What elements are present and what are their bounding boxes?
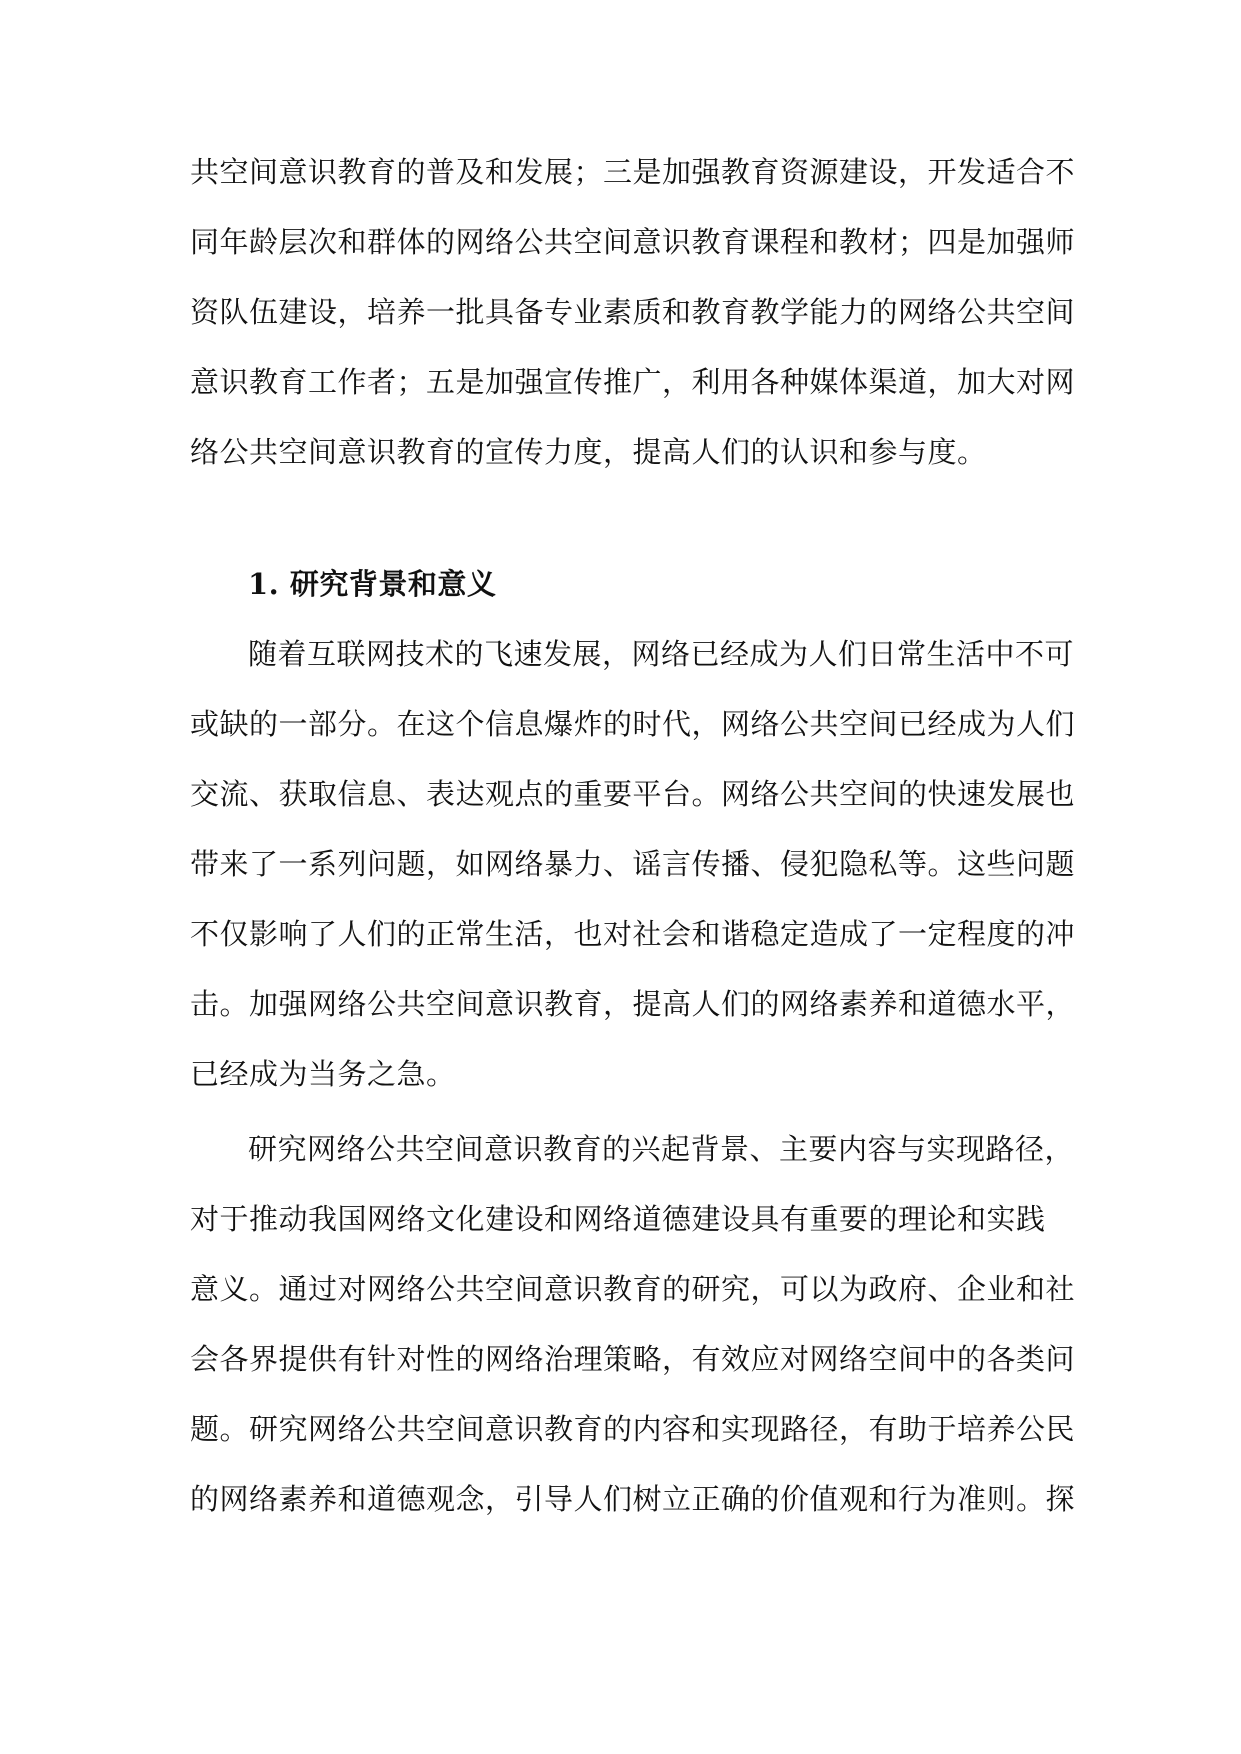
paragraph-significance bbox=[190, 1114, 1076, 1534]
paragraph-line: 题。研究网络公共空间意识教育的内容和实现路径，有助于培养公民 bbox=[190, 1412, 1076, 1446]
paragraph-line: 或缺的一部分。在这个信息爆炸的时代，网络公共空间已经成为人们 bbox=[190, 707, 1076, 741]
paragraph-line: 研究网络公共空间意识教育的兴起背景、主要内容与实现路径， bbox=[248, 1132, 1075, 1166]
paragraph-line: 带来了一系列问题，如网络暴力、谣言传播、侵犯隐私等。这些问题 bbox=[190, 847, 1076, 881]
paragraph-line: 意义。通过对网络公共空间意识教育的研究，可以为政府、企业和社 bbox=[190, 1272, 1076, 1306]
paragraph-line: 交流、获取信息、表达观点的重要平台。网络公共空间的快速发展也 bbox=[190, 777, 1076, 811]
paragraph-line: 络公共空间意识教育的宣传力度，提高人们的认识和参与度。 bbox=[190, 435, 987, 469]
paragraph-background bbox=[190, 619, 1076, 1109]
paragraph-line: 随着互联网技术的飞速发展，网络已经成为人们日常生活中不可 bbox=[248, 637, 1075, 671]
paragraph-line: 对于推动我国网络文化建设和网络道德建设具有重要的理论和实践 bbox=[190, 1202, 1046, 1236]
section-heading-block bbox=[190, 549, 1055, 619]
paragraph-line: 不仅影响了人们的正常生活，也对社会和谐稳定造成了一定程度的冲 bbox=[190, 917, 1076, 951]
paragraph-continued bbox=[190, 137, 1076, 487]
paragraph-line: 击。加强网络公共空间意识教育，提高人们的网络素养和道德水平， bbox=[190, 987, 1076, 1021]
paragraph-line: 的网络素养和道德观念，引导人们树立正确的价值观和行为准则。探 bbox=[190, 1482, 1076, 1516]
paragraph-line: 共空间意识教育的普及和发展；三是加强教育资源建设，开发适合不 bbox=[190, 155, 1076, 189]
paragraph-line: 会各界提供有针对性的网络治理策略，有效应对网络空间中的各类问 bbox=[190, 1342, 1076, 1376]
paragraph-line: 已经成为当务之急。 bbox=[190, 1057, 456, 1091]
paragraph-line: 意识教育工作者；五是加强宣传推广，利用各种媒体渠道，加大对网 bbox=[190, 365, 1076, 399]
paragraph-line: 同年龄层次和群体的网络公共空间意识教育课程和教材；四是加强师 bbox=[190, 225, 1076, 259]
paragraph-line: 资队伍建设，培养一批具备专业素质和教育教学能力的网络公共空间 bbox=[190, 295, 1076, 329]
section-heading: 1. 研究背景和意义 bbox=[248, 567, 497, 601]
